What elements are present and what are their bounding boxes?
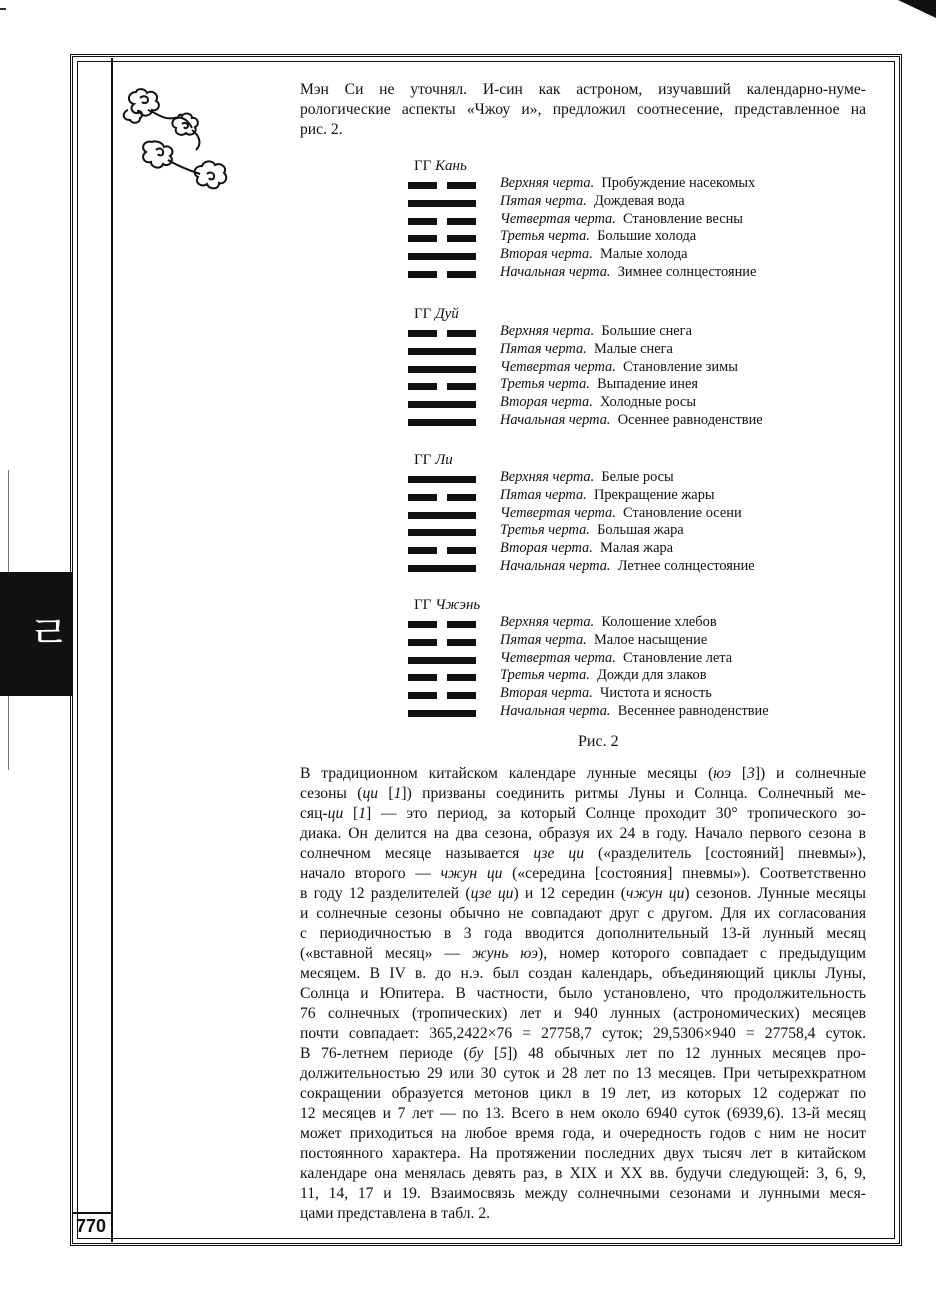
figure-caption: Рис. 2 bbox=[578, 733, 619, 750]
hexagram-line-description bbox=[500, 557, 755, 575]
line-text: Малое насыщение bbox=[586, 631, 708, 648]
line-text: Зимнее солнцестояние bbox=[610, 264, 757, 280]
intro-line: рис. 2. bbox=[300, 121, 343, 138]
line-text: Большая жара bbox=[589, 522, 684, 539]
line-text: Дождевая вода bbox=[586, 192, 685, 209]
line-text: Летнее солнцестояние bbox=[610, 558, 755, 574]
hexagram-line-description bbox=[500, 649, 732, 667]
hexagram-solid-line bbox=[408, 565, 476, 572]
line-label: Пятая черта. bbox=[500, 486, 587, 503]
body-line: 12 месяцев и 7 лет — по 13. Всего в нем около 6940 суток (6939,6). 13-й месяц bbox=[300, 1105, 866, 1122]
line-label: Вторая черта. bbox=[500, 685, 593, 702]
hexagram-title-prefix: ГГ bbox=[414, 597, 436, 613]
hexagram-broken-line bbox=[408, 547, 476, 554]
body-line: постоянного характера. На протяжении последних двух тысяч лет в китайском bbox=[300, 1145, 866, 1162]
line-text: Становление осени bbox=[615, 504, 742, 521]
line-text: Становление зимы bbox=[615, 358, 738, 375]
hexagram-line-description bbox=[500, 375, 698, 393]
hexagram-solid-line bbox=[408, 529, 476, 536]
body-line: сокращении образуется метонов цикл в 19 лет, из которых 12 содержат по bbox=[300, 1085, 866, 1102]
line-label: Пятая черта. bbox=[500, 631, 587, 648]
line-label: Верхняя черта. bbox=[500, 469, 595, 485]
hexagram-broken-line bbox=[408, 182, 476, 189]
hexagram-line-description bbox=[500, 468, 674, 486]
hexagram-line-description bbox=[500, 322, 692, 340]
line-label: Вторая черта. bbox=[500, 246, 593, 263]
line-label: Четвертая черта. bbox=[500, 504, 616, 521]
hexagram-broken-line bbox=[408, 330, 476, 337]
line-text: Становление весны bbox=[615, 210, 743, 227]
hexagram-solid-line bbox=[408, 419, 476, 426]
hexagram-line-description bbox=[500, 613, 717, 631]
line-label: Начальная черта. bbox=[500, 264, 611, 280]
hexagram-solid-line bbox=[408, 512, 476, 519]
body-line: солнечном месяце называется цзе ци («разделитель [состояний] пневмы»), bbox=[300, 845, 866, 862]
hexagram-broken-line bbox=[408, 235, 476, 242]
hexagram-title bbox=[414, 306, 459, 323]
hexagram-broken-line bbox=[408, 383, 476, 390]
line-text: Осеннее равноденствие bbox=[610, 412, 763, 428]
hexagram-line-description bbox=[500, 411, 763, 429]
hexagram-line-description bbox=[500, 174, 755, 192]
body-line: в году 12 разделителей (цзе ци) и 12 середин (чжун ци) сезонов. Лунные месяцы bbox=[300, 885, 867, 902]
line-label: Вторая черта. bbox=[500, 540, 593, 557]
line-text: Выпадение инея bbox=[589, 376, 698, 393]
hexagram-broken-line bbox=[408, 218, 476, 225]
line-label: Четвертая черта. bbox=[500, 358, 616, 375]
hexagram-line-description bbox=[500, 340, 673, 358]
hexagram-broken-line bbox=[408, 271, 476, 278]
line-text: Малые холода bbox=[592, 246, 688, 263]
body-line: цами представлена в табл. 2. bbox=[300, 1205, 491, 1222]
hexagram-solid-line bbox=[408, 366, 476, 373]
hexagram-title bbox=[414, 597, 480, 614]
hexagram-line-description bbox=[500, 263, 756, 281]
line-text: Чистота и ясность bbox=[592, 685, 712, 702]
line-text: Холодные росы bbox=[592, 394, 696, 411]
hexagram-line-description bbox=[500, 504, 742, 522]
hexagram-line-description bbox=[500, 666, 707, 684]
hexagram-line-description bbox=[500, 521, 684, 539]
line-label: Верхняя черта. bbox=[500, 175, 595, 191]
body-line: В традиционном китайском календаре лунные месяцы (юэ [3]) и солнечные bbox=[300, 765, 867, 782]
body-line: с периодичностью в 3 года вводится дополнительный 13-й лунный месяц bbox=[300, 925, 866, 942]
line-label: Четвертая черта. bbox=[500, 210, 616, 227]
line-label: Начальная черта. bbox=[500, 558, 611, 574]
line-text: Дожди для злаков bbox=[589, 667, 707, 684]
body-line: В 76-летнем периоде (бу [5]) 48 обычных лет по 12 лунных месяцев про- bbox=[300, 1045, 867, 1062]
body-line: диака. Он делится на два сезона, образуя их 24 в году. Начало первого сезона в bbox=[300, 825, 866, 842]
hexagram-solid-line bbox=[408, 476, 476, 483]
intro-line: Мэн Си не уточнял. И-син как астроном, изучавший календарно-нуме- bbox=[300, 81, 866, 98]
hexagram-title-name: Чжэнь bbox=[435, 597, 481, 613]
body-line: сезоны (ци [1]) призваны соединить ритмы Луны и Солнца. Солнечный ме- bbox=[300, 785, 866, 802]
body-line: («вставной месяц» — жунь юэ), номер которого совпадает с предыдущим bbox=[300, 945, 866, 962]
hexagram-broken-line bbox=[408, 639, 476, 646]
hexagram-line-description bbox=[500, 245, 688, 263]
hexagram-line-description bbox=[500, 702, 769, 720]
body-line: 76 солнечных (тропических) лет и 940 лунных (астрономических) месяцев bbox=[300, 1005, 866, 1022]
line-label: Третья черта. bbox=[500, 376, 590, 393]
intro-line: рологические аспекты «Чжоу и», предложил соотнесение, представленное на bbox=[300, 101, 866, 118]
hexagram-title bbox=[414, 452, 453, 469]
column-divider bbox=[111, 58, 113, 1242]
line-text: Малые снега bbox=[586, 340, 673, 357]
hexagram-line-description bbox=[500, 631, 707, 649]
hexagram-line-description bbox=[500, 358, 738, 376]
hexagram-line-description bbox=[500, 486, 715, 504]
hexagram-solid-line bbox=[408, 657, 476, 664]
body-line: календаре она менялась девять раз, в XIX и XX вв. будучи следующей: 3, 6, 9, bbox=[300, 1165, 866, 1182]
hexagram-title bbox=[414, 158, 467, 175]
body-line: и солнечные сезоны обычно не совпадают друг с другом. Для их согласования bbox=[300, 905, 866, 922]
line-label: Пятая черта. bbox=[500, 192, 587, 209]
hexagram-title-prefix: ГГ bbox=[414, 158, 436, 174]
hexagram-line-description bbox=[500, 539, 673, 557]
body-line: должительностью 29 или 30 суток и 28 лет по 13 месяцев. При четырехкратном bbox=[300, 1065, 866, 1082]
page-number: 770 bbox=[76, 1216, 107, 1236]
margin-mark bbox=[0, 8, 6, 10]
line-text: Большие холода bbox=[589, 228, 697, 245]
hexagram-broken-line bbox=[408, 692, 476, 699]
line-text: Весеннее равноденствие bbox=[610, 703, 769, 719]
body-line: может приходиться на любое время года, и очередность годов с ним не носит bbox=[300, 1125, 866, 1142]
line-label: Верхняя черта. bbox=[500, 323, 595, 339]
line-label: Четвертая черта. bbox=[500, 649, 616, 666]
hexagram-solid-line bbox=[408, 200, 476, 207]
line-text: Прекращение жары bbox=[586, 486, 715, 503]
line-label: Третья черта. bbox=[500, 228, 590, 245]
line-label: Пятая черта. bbox=[500, 340, 587, 357]
body-line: 11, 14, 17 и 19. Взаимосвязь между солнечными сезонами и лунными меся- bbox=[300, 1185, 866, 1202]
line-label: Начальная черта. bbox=[500, 703, 611, 719]
corner-mark bbox=[898, 0, 936, 18]
cloud-ornament-icon bbox=[118, 78, 242, 196]
line-label: Верхняя черта. bbox=[500, 614, 595, 630]
hexagram-solid-line bbox=[408, 348, 476, 355]
hexagram-title-prefix: ГГ bbox=[414, 452, 436, 468]
line-label: Начальная черта. bbox=[500, 412, 611, 428]
line-text: Пробуждение насекомых bbox=[594, 175, 756, 191]
line-text: Колошение хлебов bbox=[594, 614, 717, 630]
line-text: Малая жара bbox=[592, 540, 674, 557]
body-line: сяц-ци [1] — это период, за который Солнце проходит 30° тропического зо- bbox=[300, 805, 867, 822]
hexagram-solid-line bbox=[408, 401, 476, 408]
hexagram-line-description bbox=[500, 393, 696, 411]
line-label: Третья черта. bbox=[500, 522, 590, 539]
line-label: Вторая черта. bbox=[500, 394, 593, 411]
body-line: месяцем. В IV в. до н.э. был создан календарь, объединяющий циклы Луны, bbox=[300, 965, 866, 982]
body-line: Солнца и Юпитера. В частности, было установлено, что продолжительность bbox=[300, 985, 866, 1002]
hexagram-solid-line bbox=[408, 710, 476, 717]
hexagram-line-description bbox=[500, 210, 743, 228]
hexagram-title-prefix: ГГ bbox=[414, 306, 436, 322]
line-text: Большие снега bbox=[594, 323, 692, 339]
hexagram-solid-line bbox=[408, 253, 476, 260]
body-line: начало второго — чжун ци («середина [состояния] пневмы»). Соответственно bbox=[300, 865, 866, 882]
hexagram-broken-line bbox=[408, 674, 476, 681]
hexagram-title-name: Дуй bbox=[435, 306, 459, 322]
hexagram-broken-line bbox=[408, 621, 476, 628]
hexagram-line-description bbox=[500, 684, 712, 702]
line-label: Третья черта. bbox=[500, 667, 590, 684]
hexagram-title-name: Кань bbox=[435, 158, 467, 174]
hexagram-title-name: Ли bbox=[435, 452, 453, 468]
hexagram-broken-line bbox=[408, 494, 476, 501]
hexagram-line-description bbox=[500, 192, 685, 210]
body-line: почти совпадает: 365,2422×76 = 27758,7 суток; 29,5306×940 = 27758,4 суток. bbox=[300, 1025, 866, 1042]
hexagram-line-description bbox=[500, 227, 696, 245]
body-paragraph bbox=[300, 764, 866, 1224]
intro-paragraph bbox=[300, 80, 866, 140]
line-text: Становление лета bbox=[615, 649, 733, 666]
line-text: Белые росы bbox=[594, 469, 674, 485]
chapter-tab-glyph: ㄹ bbox=[28, 608, 71, 659]
